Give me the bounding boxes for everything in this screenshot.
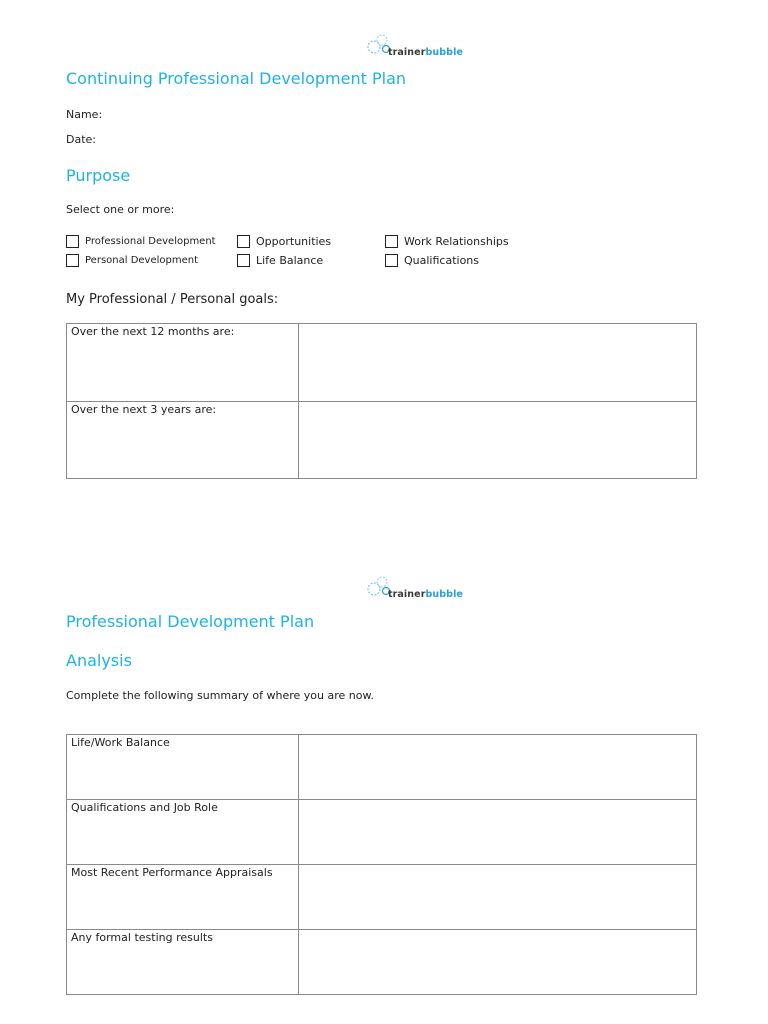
- checkbox-label: Life Balance: [256, 254, 324, 267]
- table-row: [67, 324, 697, 402]
- row-value-field[interactable]: [299, 930, 697, 995]
- logo-text-bubble: bubble: [425, 47, 463, 58]
- checkbox-label: Opportunities: [256, 235, 332, 248]
- row-label: Life/Work Balance: [67, 735, 299, 800]
- row-label: Over the next 3 years are:: [67, 402, 299, 479]
- select-prompt: Select one or more:: [66, 203, 175, 216]
- table-row: [67, 930, 697, 995]
- checkbox-label: Qualifications: [404, 254, 480, 267]
- trainerbubble-logo: [366, 574, 463, 600]
- checkbox-label: Personal Development: [85, 255, 199, 266]
- instruction-text: Complete the following summary of where you are now.: [66, 689, 374, 702]
- row-value-field[interactable]: [299, 865, 697, 930]
- table-row: [67, 865, 697, 930]
- row-label: Qualifications and Job Role: [67, 800, 299, 865]
- logo-text-trainer: trainer: [388, 589, 426, 600]
- analysis-table: [66, 734, 697, 995]
- checkbox-personal-development[interactable]: [66, 254, 198, 267]
- checkbox-professional-development[interactable]: [66, 235, 216, 248]
- checkbox-qualifications[interactable]: [385, 254, 479, 267]
- row-value-field[interactable]: [299, 324, 697, 402]
- checkbox-box[interactable]: [66, 235, 79, 248]
- checkbox-box[interactable]: [385, 254, 398, 267]
- row-label: Most Recent Performance Appraisals: [67, 865, 299, 930]
- row-label: Over the next 12 months are:: [67, 324, 299, 402]
- checkbox-box[interactable]: [66, 254, 79, 267]
- checkbox-label: Work Relationships: [404, 235, 509, 248]
- goals-heading: My Professional / Personal goals:: [66, 292, 279, 307]
- logo-text-bubble: bubble: [425, 589, 463, 600]
- table-row: [67, 735, 697, 800]
- page-title: Continuing Professional Development Plan: [66, 69, 407, 88]
- checkbox-opportunities[interactable]: [237, 235, 331, 248]
- page-title: Professional Development Plan: [66, 612, 315, 631]
- checkbox-box[interactable]: [385, 235, 398, 248]
- checkbox-life-balance[interactable]: [237, 254, 323, 267]
- row-value-field[interactable]: [299, 800, 697, 865]
- analysis-heading: Analysis: [66, 651, 132, 670]
- trainerbubble-logo: [366, 32, 463, 58]
- purpose-heading: Purpose: [66, 166, 131, 185]
- date-label: Date:: [66, 133, 96, 146]
- table-row: [67, 402, 697, 479]
- checkbox-label: Professional Development: [85, 236, 216, 247]
- checkbox-box[interactable]: [237, 235, 250, 248]
- bubbles-icon: [366, 574, 390, 600]
- logo-text-trainer: trainer: [388, 47, 426, 58]
- goals-table: [66, 323, 697, 479]
- checkbox-work-relationships[interactable]: [385, 235, 509, 248]
- bubbles-icon: [366, 32, 390, 58]
- checkbox-box[interactable]: [237, 254, 250, 267]
- row-value-field[interactable]: [299, 735, 697, 800]
- row-value-field[interactable]: [299, 402, 697, 479]
- table-row: [67, 800, 697, 865]
- row-label: Any formal testing results: [67, 930, 299, 995]
- name-label: Name:: [66, 108, 103, 121]
